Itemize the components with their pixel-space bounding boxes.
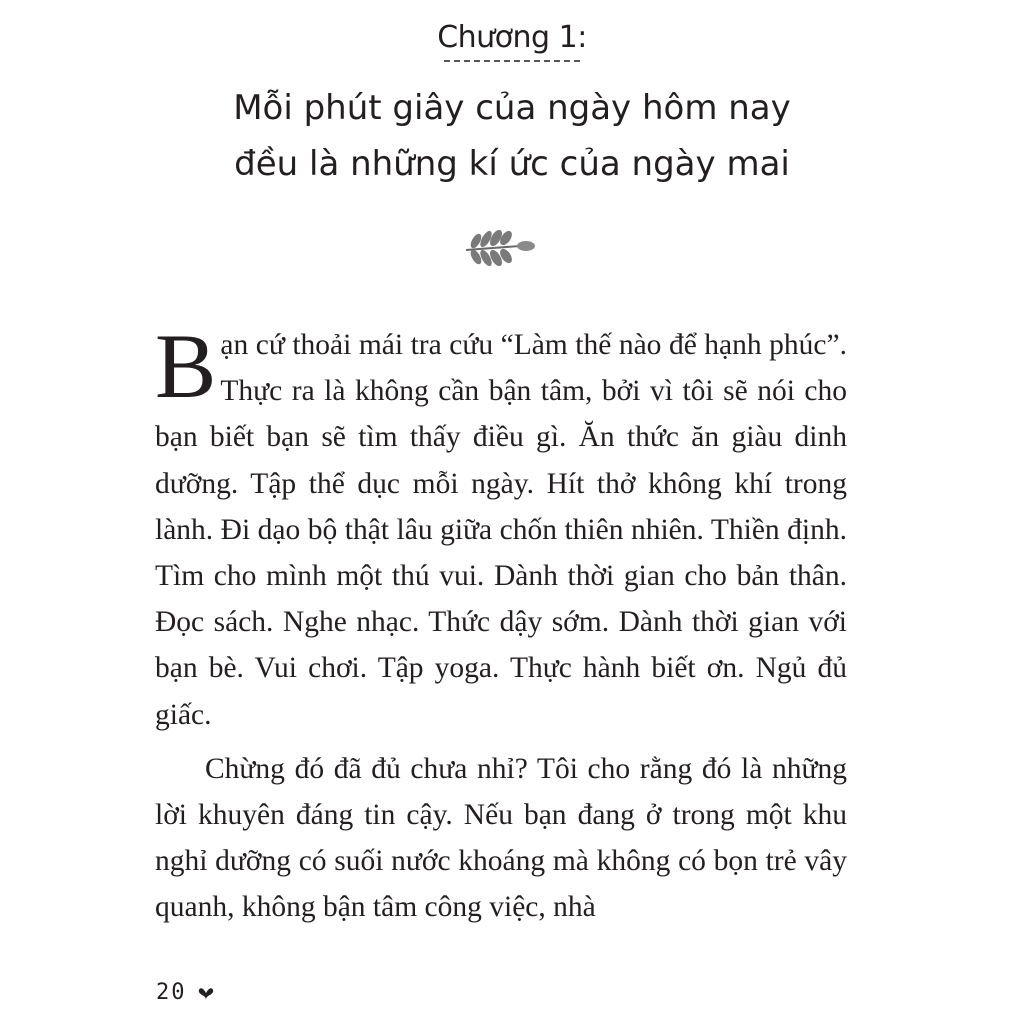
leaf-icon — [462, 226, 538, 270]
paragraph-2: Chừng đó đã đủ chưa nhỉ? Tôi cho rằng đó là những lời khuyên đáng tin cậy. Nếu bạn đang ở trong một khu nghỉ dưỡng có suối nước khoáng mà không có bọn trẻ vây quanh, không bận tâm công việc, nhà — [155, 752, 847, 924]
paragraph-1 — [155, 315, 847, 738]
chapter-title-line-2: đều là những kí ức của ngày mai — [234, 144, 790, 184]
paragraph-1-text: ạn cứ thoải mái tra cứu “Làm thế nào để hạnh phúc”. Thực ra là không cần bận tâm, bởi vì tôi sẽ nói cho bạn biết bạn sẽ tìm thấy điều gì. Ăn thức ăn giàu dinh dưỡng. Tập thể dục mỗi ngày. Hít thở không khí trong lành. Đi dạo bộ thật lâu giữa chốn thiên nhiên. Thiền định. Tìm cho mình một thú vui. Dành thời gian cho bản thân. Đọc sách. Nghe nhạc. Thức dậy sớm. Dành thời gian với bạn bè. Vui chơi. Tập yoga. Thực hành biết ơn. Ngủ đủ giấc. — [155, 329, 847, 731]
chapter-dashed-rule — [444, 60, 580, 62]
chapter-body — [155, 315, 847, 931]
chapter-title-line-1: Mỗi phút giây của ngày hôm nay — [233, 88, 791, 128]
page-number: 20 — [156, 980, 187, 1005]
drop-cap: B — [155, 315, 217, 417]
chapter-title — [0, 80, 1024, 192]
chapter-label: Chương 1: — [437, 20, 587, 55]
heart-leaf-icon — [197, 985, 215, 1001]
page-footer — [156, 980, 215, 1006]
chapter-heading — [0, 18, 1024, 192]
